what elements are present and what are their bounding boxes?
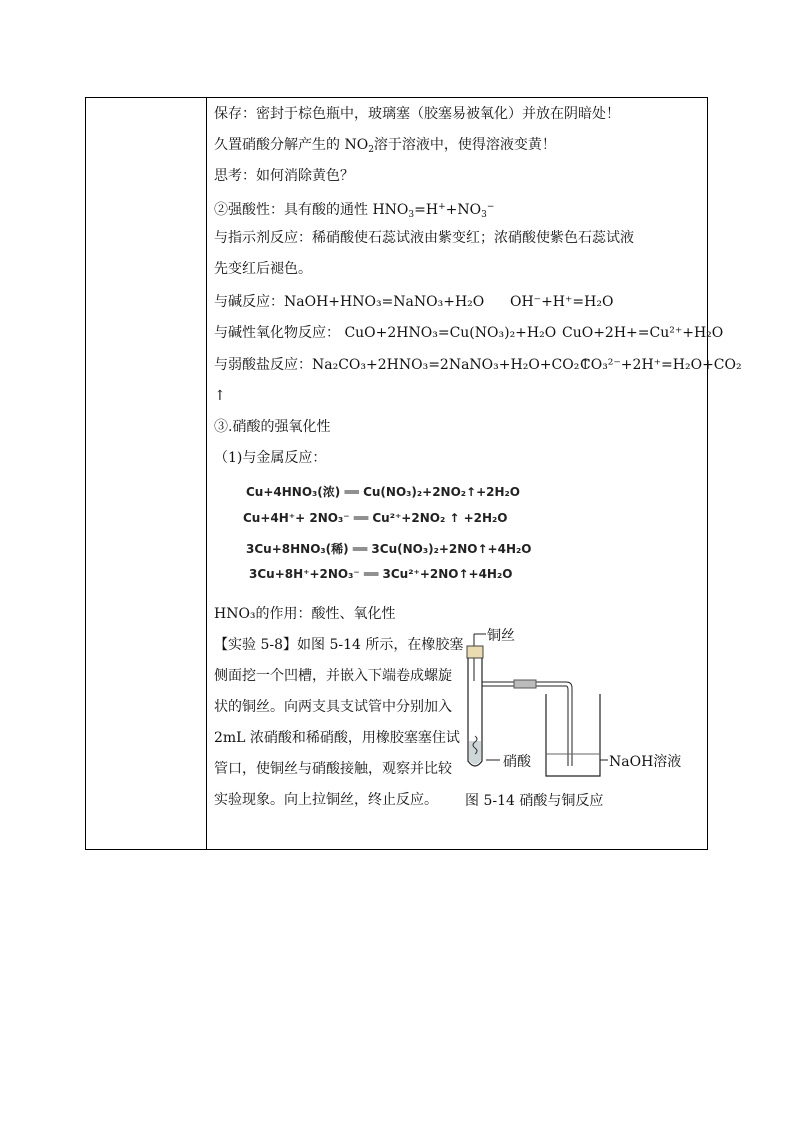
label-copper-wire: 铜丝: [487, 628, 515, 644]
label-nitric-acid: 硝酸: [503, 754, 531, 770]
decomposition-line: 久置硝酸分解产生的 $NO_2$溶于溶液中，使得溶液变黄！: [214, 137, 556, 155]
figure-caption: 图 5-14 硝酸与铜反应: [465, 793, 604, 809]
indicator-line: 与指示剂反应：稀硝酸使石蕊试液由紫变红；浓硝酸使紫色石蕊试液: [214, 230, 634, 246]
base-reaction-line: 与碱反应：NaOH+HNO₃=NaNO₃+H₂O: [214, 294, 485, 310]
equation-4: 3Cu+8H⁺+2NO₃⁻ ══ 3Cu²⁺+2NO↑+4H₂O: [249, 567, 513, 581]
think-line: 思考：如何消除黄色？: [214, 168, 354, 184]
metal-reaction-heading: （1)与金属反应：: [214, 450, 327, 466]
apparatus-figure: [458, 626, 708, 816]
oxidizing-heading: ③.硝酸的强氧化性: [214, 419, 331, 435]
equation-2: Cu+4H⁺+ 2NO₃⁻ ══ Cu²⁺+2NO₂ ↑ +2H₂O: [243, 511, 508, 525]
column-divider: [206, 97, 207, 850]
salt-ionic-line: CO₃²⁻+2H⁺=H₂O+CO₂: [580, 357, 742, 373]
equation-3: 3Cu+8HNO₃(稀) ══ 3Cu(NO₃)₂+2NO↑+4H₂O: [246, 542, 532, 556]
storage-line: 保存：密封于棕色瓶中，玻璃塞（胶塞易被氧化）并放在阴暗处！: [214, 106, 620, 122]
oxide-ionic-line: CuO+2H+=Cu²⁺+H₂O: [562, 325, 724, 341]
salt-arrow-line: ↑: [214, 388, 226, 404]
label-naoh: NaOH溶液: [609, 754, 682, 770]
experiment-text: 【实验 5-8】如图 5-14 所示，在橡胶塞侧面挖一个凹槽，并嵌入下端卷成螺旋状的铜丝。向两支具支试管中分别加入 2mL 浓硝酸和稀硝酸，用橡胶塞塞住试管口，使铜丝与硝酸接触，观察并比较实验现象。向上拉铜丝，终止反应。: [214, 637, 464, 808]
hno3-role: HNO₃的作用：酸性、氧化性: [214, 606, 396, 622]
oxide-reaction-line: 与碱性氧化物反应： CuO+2HNO₃=Cu(NO₃)₂+H₂O: [214, 325, 557, 341]
indicator-line-2: 先变红后褪色。: [214, 261, 312, 277]
salt-reaction-line: 与弱酸盐反应：Na₂CO₃+2HNO₃=2NaNO₃+H₂O+CO₂↑: [214, 357, 592, 373]
equation-1: Cu+4HNO₃(浓) ══ Cu(NO₃)₂+2NO₂↑+2H₂O: [246, 485, 521, 499]
strong-acid-line: ②强酸性：具有酸的通性 $HNO_3=H^++NO_3^-$: [214, 202, 495, 220]
base-ionic-line: OH⁻+H⁺=H₂O: [510, 294, 614, 310]
